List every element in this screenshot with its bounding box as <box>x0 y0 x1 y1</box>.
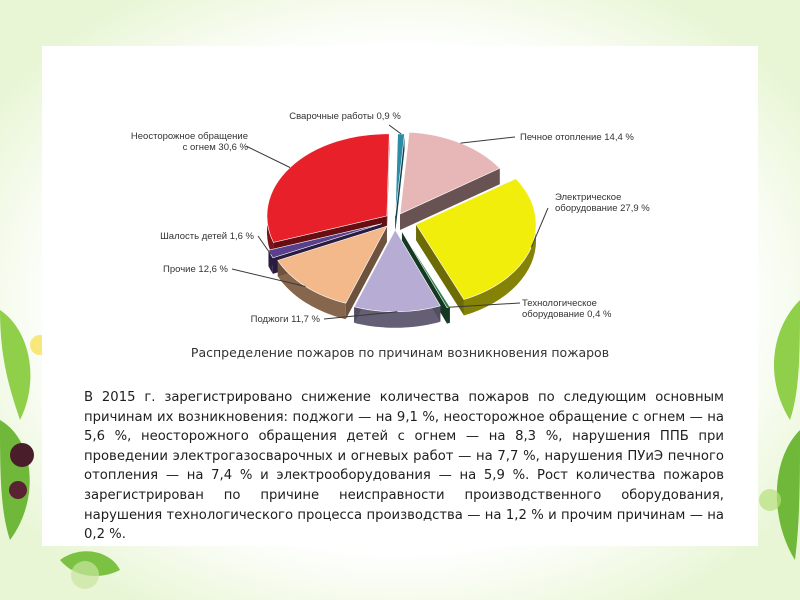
slice-label-4: Технологическое оборудование 0,4 % <box>522 298 612 320</box>
leader-line-8 <box>246 146 290 168</box>
slice-label-8: Неосторожное обращение с огнем 30,6 % <box>130 131 248 153</box>
slice-label-3: Электрическое оборудование 27,9 % <box>555 192 650 214</box>
chart-caption: Распределение пожаров по причинам возникновения пожаров <box>190 345 610 360</box>
slice-label-2: Печное отопление 14,4 % <box>520 132 634 143</box>
slice-label-6: Прочие 12,6 % <box>163 264 228 275</box>
slice-label-5: Поджоги 11,7 % <box>250 314 320 325</box>
leader-line-1 <box>389 125 401 134</box>
leader-line-2 <box>461 137 516 143</box>
body-paragraph: В 2015 г. зарегистрировано снижение количества пожаров по следующим основным причинам их возникновения: поджоги — на 9,1 %, неосторожное обращение с огнем — на 5,6 %, неосторожного обращения детей с огнем — на 8,3 %, нарушения ППБ при проведении электрогазосварочных и огневых работ — на 7,7 %, нарушения ПУиЭ печного отопления — на 7,4 % и электрооборудования — на 5,9 %. Рост количества пожаров зарегистрирован по причине неисправности производственного оборудования, нарушения технологического процесса производства — на 1,2 % и прочим причинам — на 0,2 %. <box>84 390 724 543</box>
slice-label-1: Сварочные работы 0,9 % <box>289 111 401 122</box>
slice-label-7: Шалость детей 1,6 % <box>160 231 254 242</box>
